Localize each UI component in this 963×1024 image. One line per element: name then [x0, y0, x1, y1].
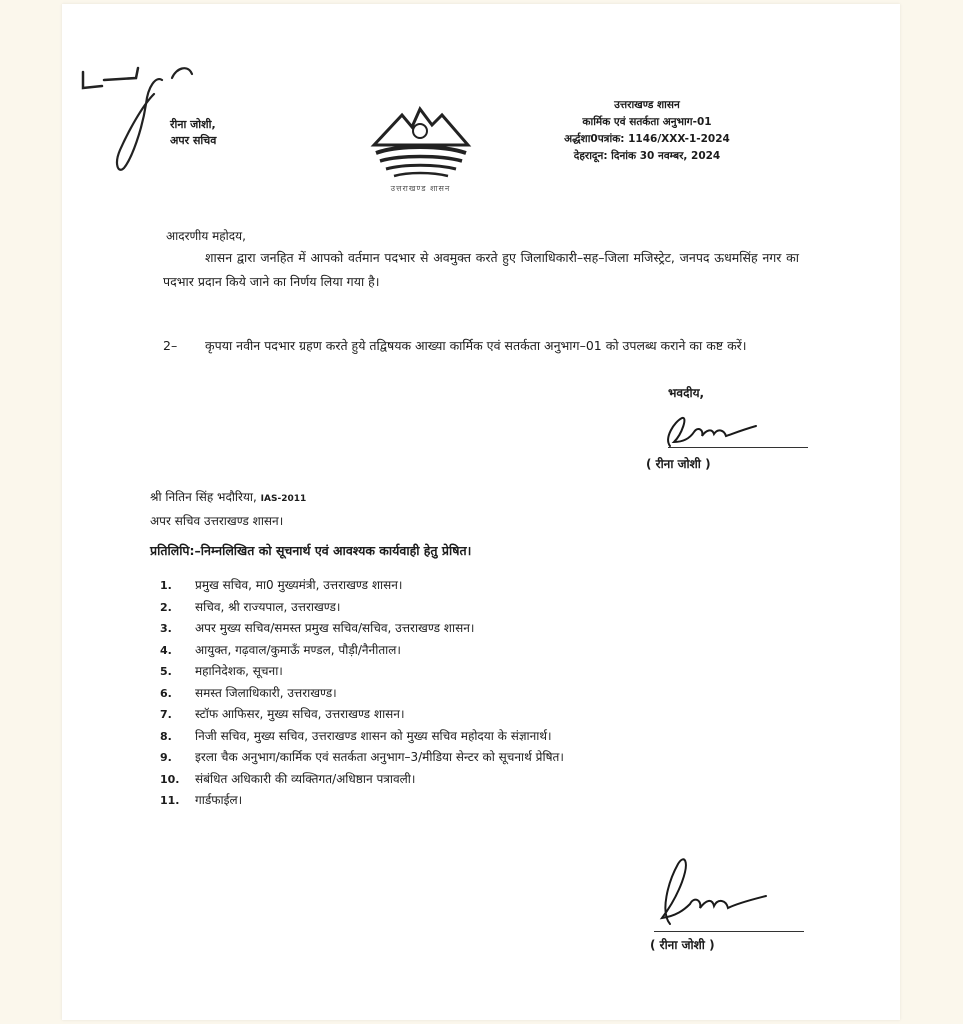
list-item-text: आयुक्त, गढ़वाल/कुमाऊँ मण्डल, पौड़ी/नैनीताल। [195, 642, 401, 657]
list-item [160, 790, 800, 812]
uttarakhand-emblem-logo [368, 101, 473, 196]
list-item-number: 7. [160, 708, 172, 721]
list-item-number: 2. [160, 600, 172, 614]
list-item [160, 704, 800, 726]
signature-2 [646, 852, 806, 932]
list-item-text: स्टॉफ आफिसर, मुख्य सचिव, उत्तराखण्ड शासन। [195, 707, 405, 721]
signature-2-line [654, 931, 804, 932]
list-item [160, 618, 800, 640]
list-item-text: प्रमुख सचिव, मा0 मुख्यमंत्री, उत्तराखण्ड शासन। [195, 578, 403, 592]
list-item-number: 10. [160, 772, 180, 786]
sender-designation: अपर सचिव [170, 134, 217, 147]
list-item-number: 8. [160, 729, 172, 743]
salutation: आदरणीय महोदय, [166, 229, 246, 243]
list-item [160, 575, 800, 597]
recipient-designation: अपर सचिव उत्तराखण्ड शासन। [150, 514, 284, 528]
list-item-text: गार्डफाईल। [195, 793, 243, 807]
reference-number: अर्द्धशा0पत्रांक: 1146/XXX-1-2024 [564, 133, 730, 145]
list-item-number: 5. [160, 665, 172, 678]
list-item [160, 769, 800, 791]
paragraph-2-text: कृपया नवीन पदभार ग्रहण करते हुये तद्विषयक आख्या कार्मिक एवं सतर्कता अनुभाग–01 को उपलब्ध कराने का कष्ट करें। [205, 338, 747, 353]
list-item-text: अपर मुख्य सचिव/समस्त प्रमुख सचिव/सचिव, उत्तराखण्ड शासन। [195, 621, 475, 635]
list-item-number: 4. [160, 643, 172, 657]
logo-caption: उत्तराखण्ड शासन [390, 184, 451, 193]
closing: भवदीय, [668, 386, 705, 400]
sender-name: रीना जोशी, [170, 118, 216, 131]
letter-header [542, 97, 752, 165]
list-item [160, 597, 800, 619]
government-title: उत्तराखण्ड शासन [614, 99, 680, 111]
list-item [160, 683, 800, 705]
list-item-number: 1. [160, 579, 172, 592]
sender-block [170, 117, 216, 149]
recipient-name: श्री नितिन सिंह भदौरिया, [150, 490, 257, 504]
list-item-text: समस्त जिलाधिकारी, उत्तराखण्ड। [195, 685, 337, 700]
list-item-number: 3. [160, 622, 172, 635]
list-item-number: 6. [160, 686, 172, 700]
department-name: कार्मिक एवं सतर्कता अनुभाग-01 [582, 116, 712, 128]
place-date: देहरादून: दिनांक 30 नवम्बर, 2024 [573, 150, 721, 162]
list-item [160, 640, 800, 662]
list-item [160, 726, 800, 748]
list-item-text: संबंधित अधिकारी की व्यक्तिगत/अधिष्ठान पत्रावली। [195, 771, 416, 786]
paragraph-2 [163, 334, 799, 358]
list-item [160, 661, 800, 683]
list-item-text: निजी सचिव, मुख्य सचिव, उत्तराखण्ड शासन को मुख्य सचिव महोदया के संज्ञानार्थ। [195, 728, 552, 743]
handwritten-initial-mark [80, 50, 210, 180]
paragraph-1: शासन द्वारा जनहित में आपको वर्तमान पदभार से अवमुक्त करते हुए जिलाधिकारी–सह–जिला मजिस्ट्रेट, जनपद ऊधमसिंह नगर का पदभार प्रदान किये जाने का निर्णय लिया गया है। [163, 250, 799, 289]
list-item-text: सचिव, श्री राज्यपाल, उत्तराखण्ड। [195, 599, 341, 614]
list-item [160, 747, 800, 769]
signature-1-line [668, 447, 808, 448]
list-item-text: इरला चैक अनुभाग/कार्मिक एवं सतर्कता अनुभाग–3/मीडिया सेन्टर को सूचनार्थ प्रेषित। [195, 750, 564, 764]
paragraph-2-number: 2– [163, 338, 178, 353]
copy-to-heading: प्रतिलिपि:–निम्नलिखित को सूचनार्थ एवं आवश्यक कार्यवाही हेतु प्रेषित। [150, 543, 472, 558]
signer-name-1: ( रीना जोशी ) [646, 457, 711, 471]
recipient-block [150, 486, 306, 532]
list-item-number: 9. [160, 751, 172, 764]
recipient-service: IAS-2011 [260, 494, 307, 504]
signer-name-2: ( रीना जोशी ) [650, 938, 715, 952]
list-item-text: महानिदेशक, सूचना। [195, 664, 283, 678]
copy-to-list [160, 575, 800, 812]
list-item-number: 11. [160, 794, 180, 807]
